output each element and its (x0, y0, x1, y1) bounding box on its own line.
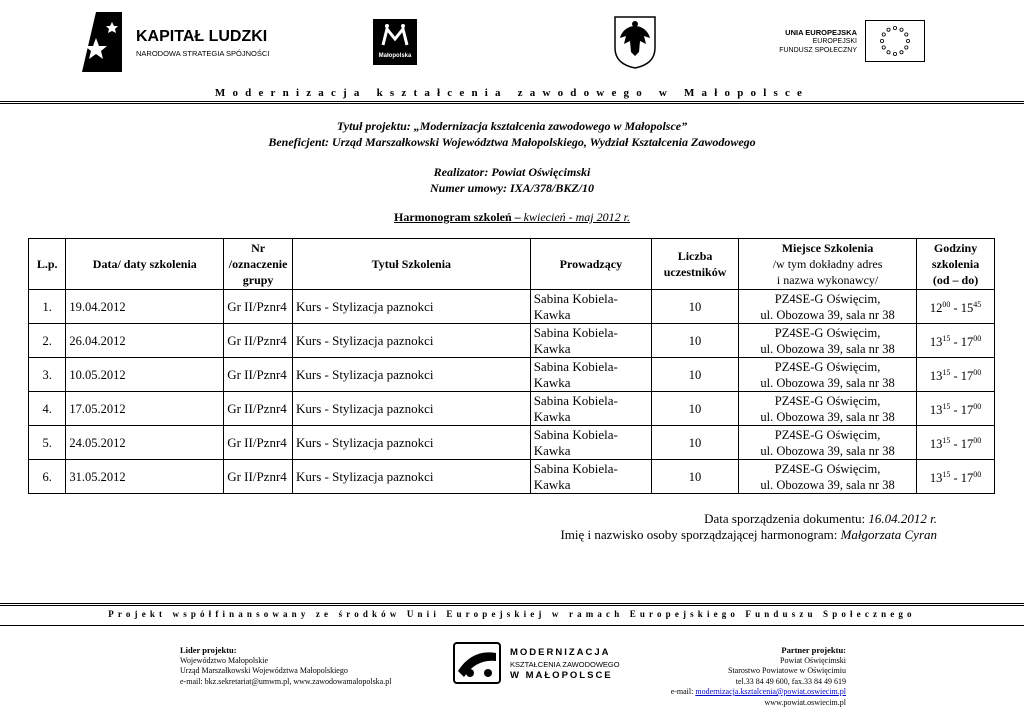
schedule-label: Harmonogram szkoleń (394, 210, 512, 224)
trainer-line1: Sabina Kobiela- (533, 324, 618, 340)
hour-sep: - (950, 301, 961, 316)
cell-lp: 3. (29, 358, 66, 392)
cell-trainer (530, 460, 651, 494)
table-row (29, 392, 995, 426)
cell-place (739, 324, 917, 358)
trainer-line2: Kawka (533, 408, 571, 424)
cell-title: Kurs - Stylizacja paznokci (292, 358, 530, 392)
cell-date: 19.04.2012 (66, 290, 224, 324)
cell-place (739, 460, 917, 494)
col-place-line2: /w tym dokładny adres (772, 257, 883, 271)
leader-line1: Województwo Małopolskie (180, 655, 269, 665)
leader-title: Lider projektu: (180, 645, 237, 655)
mkz-line1: MODERNIZACJA (510, 647, 611, 658)
hour-sep: - (950, 335, 961, 350)
hour-end: 17 (960, 369, 974, 384)
hour-start: 13 (929, 437, 943, 452)
col-group (224, 239, 293, 290)
place-line1: PZ4SE-G Oświęcim, (774, 291, 881, 306)
trainer-line1: Sabina Kobiela- (533, 358, 618, 374)
cell-lp: 2. (29, 324, 66, 358)
minute-end: 00 (973, 435, 982, 445)
partner-line5: www.powiat.oswiecim.pl (764, 697, 846, 707)
table-row (29, 290, 995, 324)
hour-start: 13 (929, 471, 943, 486)
cell-count: 10 (652, 460, 739, 494)
cell-group: Gr II/Pznr4 (224, 290, 293, 324)
trainer-line2: Kawka (533, 442, 571, 458)
cell-title: Kurs - Stylizacja paznokci (292, 460, 530, 494)
place-line2: ul. Obozowa 39, sala nr 38 (760, 477, 895, 492)
cell-hours (917, 358, 995, 392)
trainer-line2: Kawka (533, 374, 571, 390)
col-group-line3: grupy (242, 273, 274, 287)
table-row (29, 460, 995, 494)
malopolska-label: Małopolska (378, 53, 412, 59)
cell-lp: 1. (29, 290, 66, 324)
hour-start: 13 (929, 369, 943, 384)
cell-place (739, 358, 917, 392)
trainer-line1: Sabina Kobiela- (533, 426, 618, 442)
col-hours (917, 239, 995, 290)
leader-line3: e-mail: bkz.sekretariat@umwm.pl, www.zawodowamalopolska.pl (180, 676, 392, 686)
doc-date-value: 16.04.2012 r. (868, 511, 937, 526)
hour-end: 17 (960, 471, 974, 486)
cell-trainer (530, 392, 651, 426)
trainer-line2: Kawka (533, 340, 571, 356)
trainer-line2: Kawka (533, 476, 571, 492)
mkz-line2: KSZTAŁCENIA ZAWODOWEGO (510, 660, 620, 669)
realizator-label: Realizator (433, 165, 485, 179)
cell-hours (917, 392, 995, 426)
table-row (29, 426, 995, 460)
minute-end: 00 (973, 367, 982, 377)
kl-title: KAPITAŁ LUDZKI (136, 28, 268, 45)
cell-date: 10.05.2012 (66, 358, 224, 392)
minute-end: 00 (973, 333, 982, 343)
partner-title: Partner projektu: (781, 645, 846, 655)
hour-sep: - (950, 369, 961, 384)
cell-count: 10 (652, 290, 739, 324)
eagle-crest-icon (612, 14, 658, 70)
cell-lp: 5. (29, 426, 66, 460)
minute-start: 15 (942, 333, 951, 343)
table-row (29, 324, 995, 358)
realizator (0, 165, 1024, 180)
cell-title: Kurs - Stylizacja paznokci (292, 290, 530, 324)
place-line2: ul. Obozowa 39, sala nr 38 (760, 443, 895, 458)
kapital-ludzki-logo (82, 12, 282, 74)
cell-place (739, 290, 917, 324)
cell-group: Gr II/Pznr4 (224, 426, 293, 460)
cell-count: 10 (652, 324, 739, 358)
project-title: Tytuł projektu: „Modernizacja kształcenia zawodowego w Małopolsce” (336, 119, 688, 133)
place-line1: PZ4SE-G Oświęcim, (774, 461, 881, 476)
doc-date-label: Data sporządzenia dokumentu: (704, 511, 869, 526)
minute-start: 15 (942, 435, 951, 445)
table-row (29, 358, 995, 392)
hour-sep: - (950, 471, 961, 486)
cell-date: 17.05.2012 (66, 392, 224, 426)
minute-end: 00 (973, 401, 982, 411)
cell-trainer (530, 290, 651, 324)
col-dates: Data/ daty szkolenia (66, 239, 224, 290)
place-line1: PZ4SE-G Oświęcim, (774, 359, 881, 374)
cell-date: 31.05.2012 (66, 460, 224, 494)
trainer-line1: Sabina Kobiela- (533, 290, 618, 306)
cell-lp: 6. (29, 460, 66, 494)
hour-end: 17 (960, 437, 974, 452)
col-group-line1: Nr (251, 241, 266, 255)
cell-count: 10 (652, 426, 739, 460)
col-hours-line1: Godziny (933, 241, 978, 255)
cell-place (739, 426, 917, 460)
leader-line2: Urząd Marszałkowski Województwa Małopolskiego (180, 666, 348, 675)
cell-title: Kurs - Stylizacja paznokci (292, 392, 530, 426)
partner-email-link[interactable]: modernizacja.ksztalcenia@powiat.oswiecim.pl (695, 687, 846, 696)
cell-title: Kurs - Stylizacja paznokci (292, 426, 530, 460)
hour-sep: - (950, 403, 961, 418)
cell-place (739, 392, 917, 426)
cell-group: Gr II/Pznr4 (224, 392, 293, 426)
col-hours-line3: (od – do) (932, 273, 979, 287)
minute-end: 00 (973, 469, 982, 479)
cell-trainer (530, 324, 651, 358)
minute-end: 45 (973, 299, 982, 309)
hour-sep: - (950, 437, 961, 452)
cell-group: Gr II/Pznr4 (224, 324, 293, 358)
realizator-value: : Powiat Oświęcimski (484, 165, 591, 179)
cell-trainer (530, 426, 651, 460)
place-line2: ul. Obozowa 39, sala nr 38 (760, 375, 895, 390)
col-place (739, 239, 917, 290)
hour-end: 17 (960, 403, 974, 418)
partner-line2: Starostwo Powiatowe w Oświęcimiu (728, 666, 846, 675)
hour-end: 15 (960, 301, 974, 316)
place-line1: PZ4SE-G Oświęcim, (774, 393, 881, 408)
cell-group: Gr II/Pznr4 (224, 358, 293, 392)
header-banner: Modernizacja kształcenia zawodowego w Małopolsce (214, 87, 810, 99)
malopolska-logo (373, 19, 417, 65)
col-lp: L.p. (29, 239, 66, 290)
eu-line2: EUROPEJSKI (812, 38, 857, 45)
footer-banner: Projekt współfinansowany ze środków Unii Europejskiej w ramach Europejskiego Funduszu Społecznego (108, 609, 916, 619)
cell-count: 10 (652, 392, 739, 426)
eu-flag-icon (865, 20, 925, 62)
place-line1: PZ4SE-G Oświęcim, (774, 427, 881, 442)
kl-subtitle: NARODOWA STRATEGIA SPÓJNOŚCI (136, 49, 270, 58)
eu-line1: UNIA EUROPEJSKA (785, 28, 857, 37)
cell-lp: 4. (29, 392, 66, 426)
cell-hours (917, 324, 995, 358)
place-line2: ul. Obozowa 39, sala nr 38 (760, 409, 895, 424)
place-line2: ul. Obozowa 39, sala nr 38 (760, 307, 895, 322)
malopolska-logo-icon (373, 19, 417, 53)
beneficiary: Beneficjent: Urząd Marszałkowski Województwa Małopolskiego, Wydział Kształcenia Zawodowego (268, 135, 756, 149)
cell-trainer (530, 358, 651, 392)
cell-date: 24.05.2012 (66, 426, 224, 460)
place-line2: ul. Obozowa 39, sala nr 38 (760, 341, 895, 356)
col-title: Tytuł Szkolenia (292, 239, 530, 290)
table-header-row (29, 239, 995, 290)
minute-start: 15 (942, 469, 951, 479)
cell-hours (917, 290, 995, 324)
trainer-line2: Kawka (533, 306, 571, 322)
col-hours-line2: szkolenia (931, 257, 980, 271)
col-count-line1: Liczba (677, 249, 713, 263)
col-place-line3: i nazwa wykonawcy/ (776, 273, 879, 287)
cell-group: Gr II/Pznr4 (224, 460, 293, 494)
doc-author (560, 527, 937, 543)
eu-line3: FUNDUSZ SPOŁECZNY (779, 47, 857, 54)
mkz-logo-icon (452, 641, 502, 685)
doc-author-label: Imię i nazwisko osoby sporządzającej harmonogram: (560, 527, 841, 542)
doc-date (704, 511, 937, 527)
mkz-line3: W MAŁOPOLSCE (510, 670, 613, 681)
minute-start: 00 (942, 299, 951, 309)
hour-start: 13 (929, 403, 943, 418)
cell-hours (917, 426, 995, 460)
col-count-line2: uczestników (663, 265, 727, 279)
doc-author-value: Małgorzata Cyran (840, 527, 937, 542)
kapital-ludzki-star-icon (82, 12, 128, 72)
schedule-period: kwiecień - maj 2012 r. (523, 210, 630, 224)
schedule-dash: – (511, 210, 524, 224)
place-line1: PZ4SE-G Oświęcim, (774, 325, 881, 340)
col-group-line2: /oznaczenie (228, 257, 288, 271)
table-body (29, 290, 995, 494)
trainer-line1: Sabina Kobiela- (533, 392, 618, 408)
hour-start: 13 (929, 335, 943, 350)
cell-hours (917, 460, 995, 494)
partner-line3: tel.33 84 49 600, fax.33 84 49 619 (735, 676, 846, 686)
minute-start: 15 (942, 367, 951, 377)
mkz-logo (452, 641, 632, 687)
col-count (652, 239, 739, 290)
partner-line4 (671, 687, 846, 698)
hour-end: 17 (960, 335, 974, 350)
partner-line1: Powiat Oświęcimski (780, 655, 846, 665)
project-partner (671, 645, 846, 708)
cell-title: Kurs - Stylizacja paznokci (292, 324, 530, 358)
schedule-title (0, 210, 1024, 225)
cell-count: 10 (652, 358, 739, 392)
contract-number: Numer umowy: IXA/378/BKZ/10 (429, 181, 595, 195)
hour-start: 12 (929, 301, 943, 316)
eu-logo (775, 20, 925, 64)
minute-start: 15 (942, 401, 951, 411)
col-place-line1: Miejsce Szkolenia (781, 241, 874, 255)
trainer-line1: Sabina Kobiela- (533, 460, 618, 476)
col-trainer: Prowadzący (530, 239, 651, 290)
project-leader (180, 645, 391, 687)
partner-email-label: e-mail: (670, 687, 696, 696)
schedule-table (28, 238, 995, 494)
cell-date: 26.04.2012 (66, 324, 224, 358)
